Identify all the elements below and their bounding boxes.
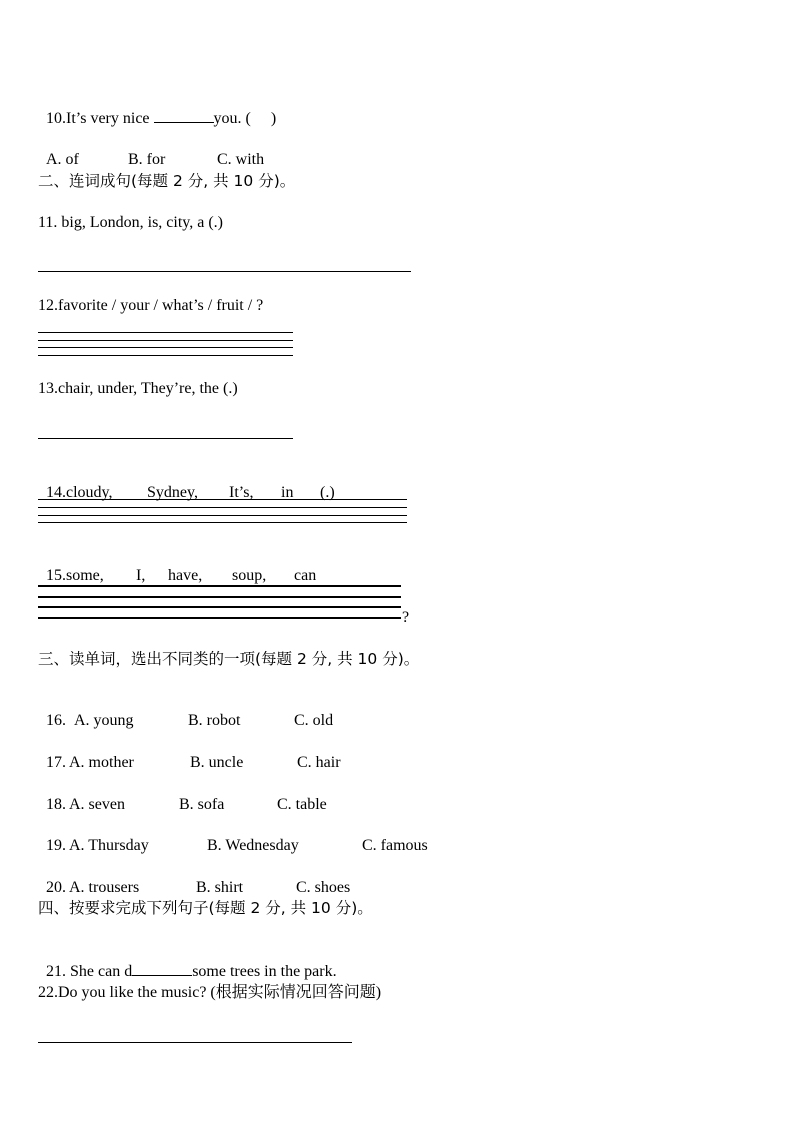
question-14 (38, 463, 335, 503)
option-b[interactable]: B. sofa (179, 796, 225, 813)
question-number: 16. (46, 712, 66, 729)
option-a[interactable]: A. of (46, 151, 79, 168)
question-11: 11. big, London, is, city, a (.) (38, 214, 224, 231)
word: 15.some, (46, 567, 104, 584)
word: can (294, 567, 317, 584)
word: in (281, 484, 294, 501)
question-15 (38, 546, 316, 586)
answer-line[interactable] (38, 596, 401, 598)
option-c[interactable]: C. old (294, 712, 334, 729)
question-12: 12.favorite / your / what’s / fruit / ? (38, 297, 264, 314)
answer-line[interactable] (38, 1042, 352, 1043)
option-c[interactable]: C. table (277, 796, 327, 813)
answer-blank[interactable] (154, 108, 214, 123)
option-c[interactable]: C. shoes (296, 879, 351, 896)
option-a[interactable]: A. seven (69, 796, 125, 813)
question-21-prefix: 21. She can d (46, 963, 133, 980)
question-13: 13.chair, under, They’re, the (.) (38, 380, 238, 397)
question-22: 22.Do you like the music? (根据实际情况回答问题) (38, 984, 382, 1001)
question-10-suffix: you. ( ) (213, 110, 277, 127)
answer-line[interactable] (38, 499, 407, 500)
answer-blank[interactable] (132, 961, 192, 976)
option-a[interactable]: A. Thursday (69, 837, 149, 854)
question-20 (38, 858, 350, 898)
question-mark: ? (402, 609, 410, 626)
answer-line[interactable] (38, 617, 401, 619)
word: I, (136, 567, 146, 584)
answer-line[interactable] (38, 347, 293, 348)
word: soup, (232, 567, 267, 584)
option-b[interactable]: B. uncle (190, 754, 244, 771)
option-b[interactable]: B. Wednesday (207, 837, 299, 854)
section-2-title: 二、连词成句(每题 2 分, 共 10 分)。 (38, 172, 296, 190)
option-a[interactable]: A. mother (69, 754, 134, 771)
question-18 (38, 775, 327, 815)
option-c[interactable]: C. famous (362, 837, 428, 854)
answer-line[interactable] (38, 585, 401, 587)
question-10-options (38, 130, 264, 170)
section-3-title: 三、读单词，选出不同类的一项(每题 2 分, 共 10 分)。 (38, 650, 420, 668)
question-number: 18. (46, 796, 66, 813)
question-number: 20. (46, 879, 66, 896)
option-c[interactable]: C. hair (297, 754, 341, 771)
answer-line[interactable] (38, 522, 407, 523)
option-b[interactable]: B. robot (188, 712, 241, 729)
answer-line[interactable] (38, 355, 293, 356)
section-4-title: 四、按要求完成下列句子(每题 2 分, 共 10 分)。 (38, 899, 373, 917)
answer-line[interactable] (38, 340, 293, 341)
question-21-suffix: some trees in the park. (192, 963, 337, 980)
question-21 (38, 941, 337, 982)
option-b[interactable]: B. shirt (196, 879, 244, 896)
answer-line[interactable] (38, 606, 401, 608)
question-10-prefix: 10.It’s very nice (46, 110, 154, 127)
option-a[interactable]: A. trousers (69, 879, 140, 896)
question-19 (38, 816, 428, 856)
word: (.) (320, 484, 335, 501)
option-b[interactable]: B. for (128, 151, 166, 168)
question-number: 19. (46, 837, 66, 854)
answer-line[interactable] (38, 271, 411, 272)
word: Sydney, (147, 484, 198, 501)
option-a[interactable]: A. young (74, 712, 134, 729)
question-17 (38, 733, 341, 773)
word: It’s, (229, 484, 254, 501)
answer-line[interactable] (38, 515, 407, 516)
question-16 (38, 691, 333, 731)
question-10 (38, 88, 276, 129)
word: 14.cloudy, (46, 484, 113, 501)
answer-line[interactable] (38, 507, 407, 508)
answer-line[interactable] (38, 438, 293, 439)
answer-line[interactable] (38, 332, 293, 333)
word: have, (168, 567, 203, 584)
question-number: 17. (46, 754, 66, 771)
option-c[interactable]: C. with (217, 151, 265, 168)
